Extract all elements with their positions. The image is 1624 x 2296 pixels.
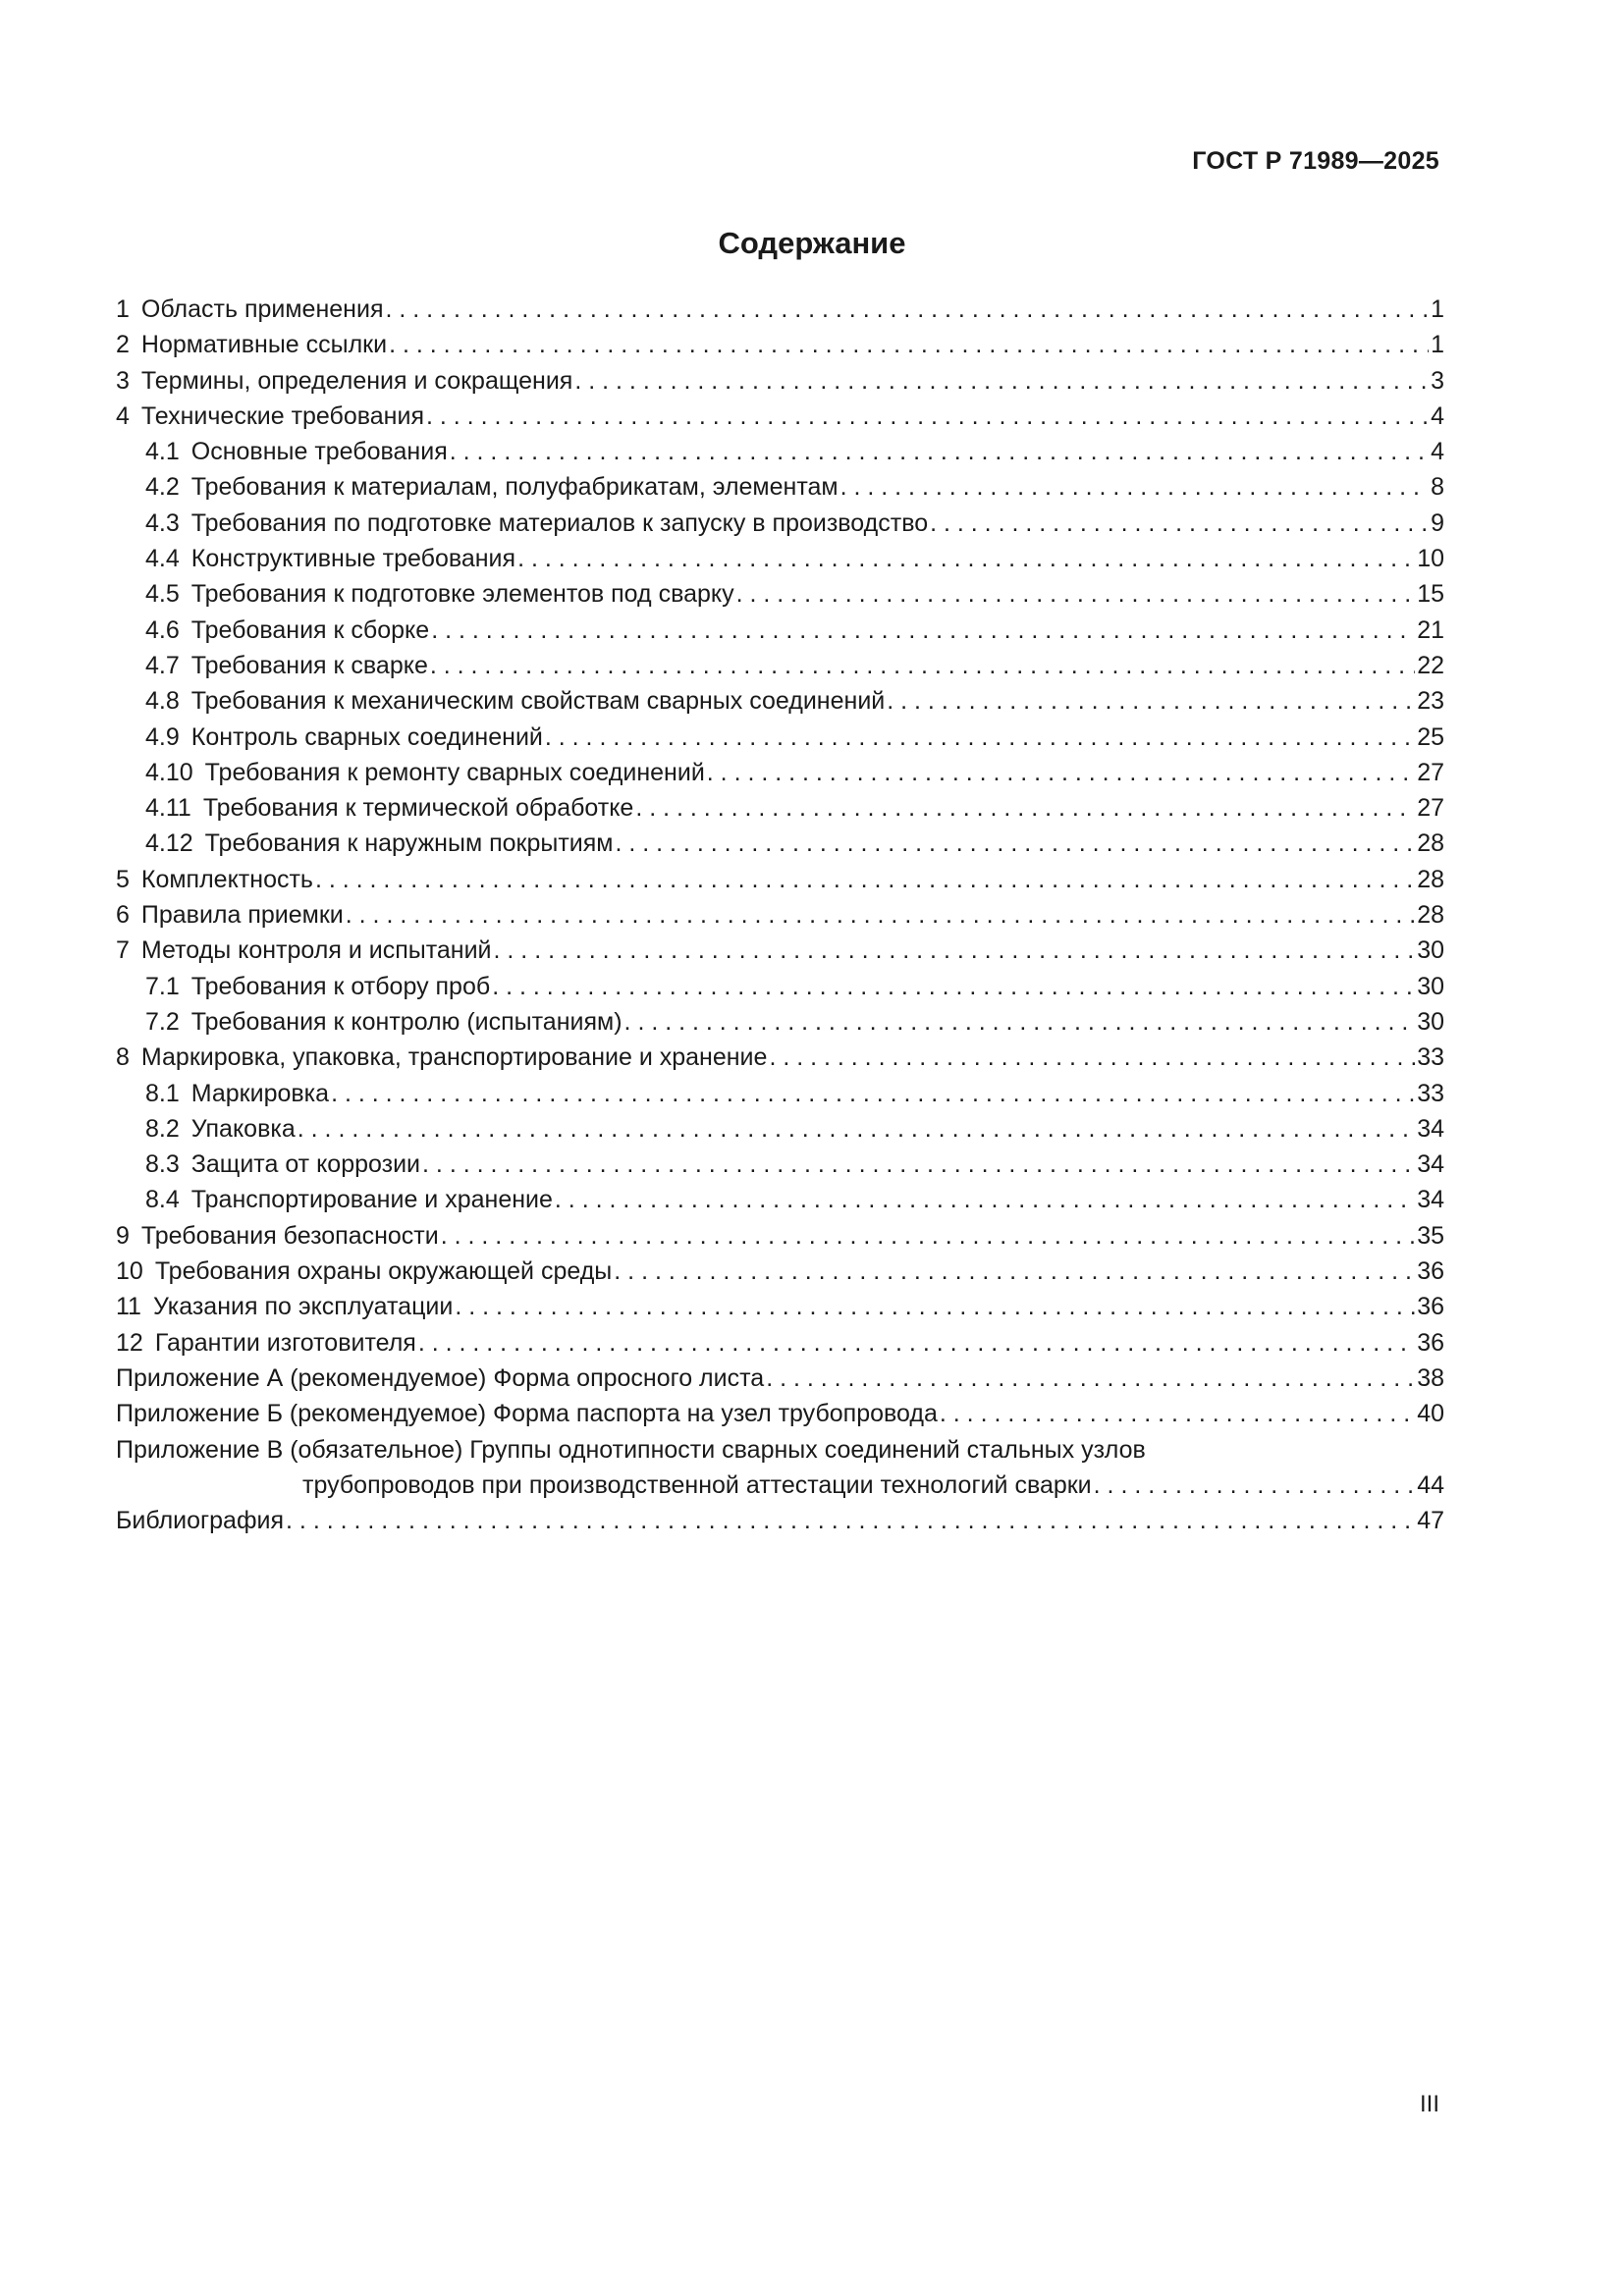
- toc-entry-page: 27: [1417, 794, 1444, 823]
- toc-entry[interactable]: [116, 399, 1444, 434]
- toc-entry-page: 23: [1417, 687, 1444, 716]
- toc-entry-page: 1: [1431, 331, 1444, 359]
- toc-entry-number: 4.7: [145, 651, 180, 679]
- toc-entry-number: 9: [116, 1221, 130, 1250]
- toc-entry-text: Защита от коррозии: [190, 1150, 421, 1179]
- dot-leader: [769, 1040, 1415, 1075]
- toc-entry-number: 8: [116, 1043, 130, 1072]
- dot-leader: [1094, 1468, 1416, 1503]
- toc-entry-number: 8.2: [145, 1114, 180, 1143]
- toc-entry[interactable]: [116, 969, 1444, 1004]
- toc-entry-number: 1: [116, 295, 130, 323]
- toc-entry-text: Требования к отбору проб: [190, 972, 491, 1000]
- dot-leader: [346, 897, 1415, 933]
- dot-leader: [298, 1111, 1415, 1147]
- toc-entry-text: Транспортирование и хранение: [190, 1186, 553, 1214]
- toc-entry-page: 34: [1417, 1186, 1444, 1214]
- toc-entry-text-line2: трубопроводов при производственной аттестации технологий сварки: [302, 1470, 1092, 1499]
- toc-entry[interactable]: [116, 1289, 1444, 1324]
- toc-entry-text: Термины, определения и сокращения: [140, 366, 573, 395]
- toc-entry-text: Библиография: [116, 1507, 285, 1535]
- toc-entry-page: 38: [1417, 1363, 1444, 1392]
- dot-leader: [455, 1289, 1415, 1324]
- toc-entry-number: 10: [116, 1257, 143, 1286]
- toc-entry-text: Упаковка: [190, 1114, 296, 1143]
- toc-entry[interactable]: [116, 933, 1444, 968]
- dot-leader: [492, 969, 1415, 1004]
- dot-leader: [389, 327, 1429, 362]
- toc-entry-number: 4.8: [145, 687, 180, 716]
- toc-entry[interactable]: [116, 862, 1444, 897]
- toc-entry-number: 12: [116, 1328, 143, 1357]
- toc-entry-text: Область применения: [140, 295, 384, 323]
- toc-entry[interactable]: [116, 541, 1444, 576]
- dot-leader: [930, 506, 1429, 541]
- toc-entry-page: 34: [1417, 1114, 1444, 1143]
- toc-entry-text: Правила приемки: [140, 901, 344, 930]
- toc-entry-appendix-b[interactable]: [116, 1396, 1444, 1431]
- toc-entry-page: 3: [1431, 366, 1444, 395]
- dot-leader: [614, 1254, 1415, 1289]
- toc-entry[interactable]: [116, 683, 1444, 719]
- toc-entry-page: 36: [1417, 1293, 1444, 1321]
- toc-entry[interactable]: [116, 1076, 1444, 1111]
- document-code: ГОСТ Р 71989—2025: [1192, 147, 1439, 175]
- toc-entry-number: 4: [116, 401, 130, 430]
- dot-leader: [545, 720, 1415, 755]
- toc-entry-page: 4: [1431, 401, 1444, 430]
- toc-entry-number: 7.1: [145, 972, 180, 1000]
- dot-leader: [635, 790, 1415, 826]
- toc-entry-text: Основные требования: [190, 438, 448, 466]
- page-number: III: [1419, 2091, 1439, 2117]
- toc-entry-page: 28: [1417, 865, 1444, 893]
- dot-leader: [574, 363, 1429, 399]
- table-of-contents: [116, 292, 1444, 1538]
- toc-entry[interactable]: [116, 648, 1444, 683]
- toc-entry[interactable]: [116, 790, 1444, 826]
- dot-leader: [517, 541, 1415, 576]
- toc-entry-line2: [116, 1468, 1444, 1503]
- toc-entry-text: Требования к подготовке элементов под сварку: [190, 580, 734, 609]
- dot-leader: [494, 933, 1416, 968]
- toc-entry[interactable]: [116, 613, 1444, 648]
- dot-leader: [615, 826, 1415, 861]
- toc-entry-text: Требования охраны окружающей среды: [154, 1257, 613, 1286]
- dot-leader: [430, 648, 1415, 683]
- toc-entry-number: 3: [116, 366, 130, 395]
- toc-entry-page: 35: [1417, 1221, 1444, 1250]
- toc-entry[interactable]: [116, 1218, 1444, 1254]
- toc-entry[interactable]: [116, 363, 1444, 399]
- toc-entry-number: 4.2: [145, 473, 180, 502]
- dot-leader: [418, 1325, 1415, 1361]
- toc-entry-page: 30: [1417, 936, 1444, 965]
- toc-entry[interactable]: [116, 1040, 1444, 1075]
- dot-leader: [736, 576, 1416, 612]
- toc-entry[interactable]: [116, 576, 1444, 612]
- toc-entry-number: 4.11: [145, 794, 191, 823]
- dot-leader: [426, 399, 1429, 434]
- toc-entry-text: Гарантии изготовителя: [154, 1328, 416, 1357]
- toc-entry-text: Приложение А (рекомендуемое) Форма опросного листа: [116, 1363, 765, 1392]
- toc-entry-number: 7.2: [145, 1007, 180, 1036]
- dot-leader: [431, 613, 1415, 648]
- toc-entry-page: 28: [1417, 901, 1444, 930]
- toc-entry-number: 4.4: [145, 545, 180, 573]
- toc-entry-text: Указания по эксплуатации: [152, 1293, 454, 1321]
- toc-entry-page: 30: [1417, 1007, 1444, 1036]
- toc-entry-page: 28: [1417, 829, 1444, 858]
- toc-entry-number: 4.12: [145, 829, 193, 858]
- toc-entry[interactable]: [116, 1111, 1444, 1147]
- toc-entry-number: 4.3: [145, 508, 180, 537]
- toc-entry-text: Требования по подготовке материалов к запуску в производство: [190, 508, 929, 537]
- toc-entry-number: 11: [116, 1293, 141, 1321]
- toc-entries: [116, 292, 1444, 1361]
- toc-entry[interactable]: [116, 755, 1444, 790]
- dot-leader: [887, 683, 1415, 719]
- dot-leader: [840, 469, 1430, 505]
- toc-entry-page: 34: [1417, 1150, 1444, 1179]
- toc-entry[interactable]: [116, 1004, 1444, 1040]
- toc-entry-text: Требования к механическим свойствам сварных соединений: [190, 687, 886, 716]
- dot-leader: [707, 755, 1415, 790]
- toc-entry-text: Требования безопасности: [140, 1221, 439, 1250]
- page-title: Содержание: [718, 226, 906, 260]
- toc-entry-number: 7: [116, 936, 130, 965]
- toc-entry-number: 8.3: [145, 1150, 180, 1179]
- toc-entry-number: 6: [116, 901, 130, 930]
- toc-entry[interactable]: [116, 1182, 1444, 1217]
- toc-entry[interactable]: [116, 506, 1444, 541]
- toc-entry-number: 4.9: [145, 722, 180, 751]
- toc-entry-text: Требования к материалам, полуфабрикатам, элементам: [190, 473, 839, 502]
- toc-entry-text: Требования к ремонту сварных соединений: [204, 758, 705, 786]
- toc-entry-text-line1: Приложение В (обязательное) Группы однотипности сварных соединений стальных узлов: [116, 1435, 1146, 1464]
- toc-entry-text: Требования к сварке: [190, 651, 428, 679]
- toc-entry-page: 10: [1417, 545, 1444, 573]
- dot-leader: [422, 1147, 1415, 1182]
- toc-entry-number: 4.6: [145, 615, 180, 644]
- toc-entry[interactable]: [116, 720, 1444, 755]
- toc-entry-page: 4: [1431, 438, 1444, 466]
- toc-entry-text: Маркировка: [190, 1079, 330, 1107]
- toc-entry-text: Контроль сварных соединений: [190, 722, 543, 751]
- toc-entry-page: 1: [1431, 295, 1444, 323]
- toc-entry-text: Технические требования: [140, 401, 424, 430]
- toc-entry[interactable]: [116, 826, 1444, 861]
- dot-leader: [441, 1218, 1415, 1254]
- toc-entry-text: Требования к контролю (испытаниям): [190, 1007, 623, 1036]
- toc-entry-text: Нормативные ссылки: [140, 331, 388, 359]
- toc-entry-page: 33: [1417, 1043, 1444, 1072]
- toc-entry-text: Требования к термической обработке: [202, 794, 634, 823]
- toc-entry-page: 15: [1417, 580, 1444, 609]
- toc-entry-text: Требования к сборке: [190, 615, 430, 644]
- toc-entry-page: 9: [1431, 508, 1444, 537]
- toc-entry-page: 22: [1417, 651, 1444, 679]
- toc-entry-page: 33: [1417, 1079, 1444, 1107]
- toc-entry-page: 36: [1417, 1328, 1444, 1357]
- toc-entry[interactable]: [116, 1147, 1444, 1182]
- toc-entry-page: 47: [1417, 1507, 1444, 1535]
- toc-entry[interactable]: [116, 1325, 1444, 1361]
- toc-entry-text: Конструктивные требования: [190, 545, 516, 573]
- dot-leader: [940, 1396, 1415, 1431]
- toc-entry-number: 2: [116, 331, 130, 359]
- toc-entry-appendix-v[interactable]: [116, 1432, 1444, 1504]
- toc-entry[interactable]: [116, 1254, 1444, 1289]
- toc-entry-appendix-a[interactable]: [116, 1361, 1444, 1396]
- toc-entry-number: 8.4: [145, 1186, 180, 1214]
- dot-leader: [624, 1004, 1416, 1040]
- toc-entry[interactable]: [116, 469, 1444, 505]
- toc-entry-number: 4.10: [145, 758, 193, 786]
- toc-entry-text: Методы контроля и испытаний: [140, 936, 492, 965]
- toc-entry-page: 44: [1417, 1470, 1444, 1499]
- toc-entry-page: 25: [1417, 722, 1444, 751]
- toc-entry-page: 8: [1431, 473, 1444, 502]
- toc-entry[interactable]: [116, 292, 1444, 327]
- toc-entry-number: 5: [116, 865, 130, 893]
- toc-entry-text: Маркировка, упаковка, транспортирование и хранение: [140, 1043, 768, 1072]
- dot-leader: [450, 434, 1429, 469]
- toc-entry[interactable]: [116, 434, 1444, 469]
- dot-leader: [286, 1503, 1415, 1538]
- toc-entry-page: 40: [1417, 1400, 1444, 1428]
- toc-entry-text: Комплектность: [140, 865, 313, 893]
- toc-entry-bibliography[interactable]: [116, 1503, 1444, 1538]
- dot-leader: [331, 1076, 1415, 1111]
- dot-leader: [315, 862, 1415, 897]
- dot-leader: [385, 292, 1429, 327]
- dot-leader: [766, 1361, 1415, 1396]
- toc-entry-number: 4.5: [145, 580, 180, 609]
- toc-entry-page: 27: [1417, 758, 1444, 786]
- toc-entry-page: 21: [1417, 615, 1444, 644]
- toc-entry-page: 36: [1417, 1257, 1444, 1286]
- toc-entry[interactable]: [116, 897, 1444, 933]
- dot-leader: [555, 1182, 1415, 1217]
- toc-entry-number: 8.1: [145, 1079, 180, 1107]
- toc-entry-page: 30: [1417, 972, 1444, 1000]
- toc-entry-text: Требования к наружным покрытиям: [204, 829, 614, 858]
- toc-entry-number: 4.1: [145, 438, 180, 466]
- toc-entry[interactable]: [116, 327, 1444, 362]
- toc-entry-text: Приложение Б (рекомендуемое) Форма паспорта на узел трубопровода: [116, 1400, 938, 1428]
